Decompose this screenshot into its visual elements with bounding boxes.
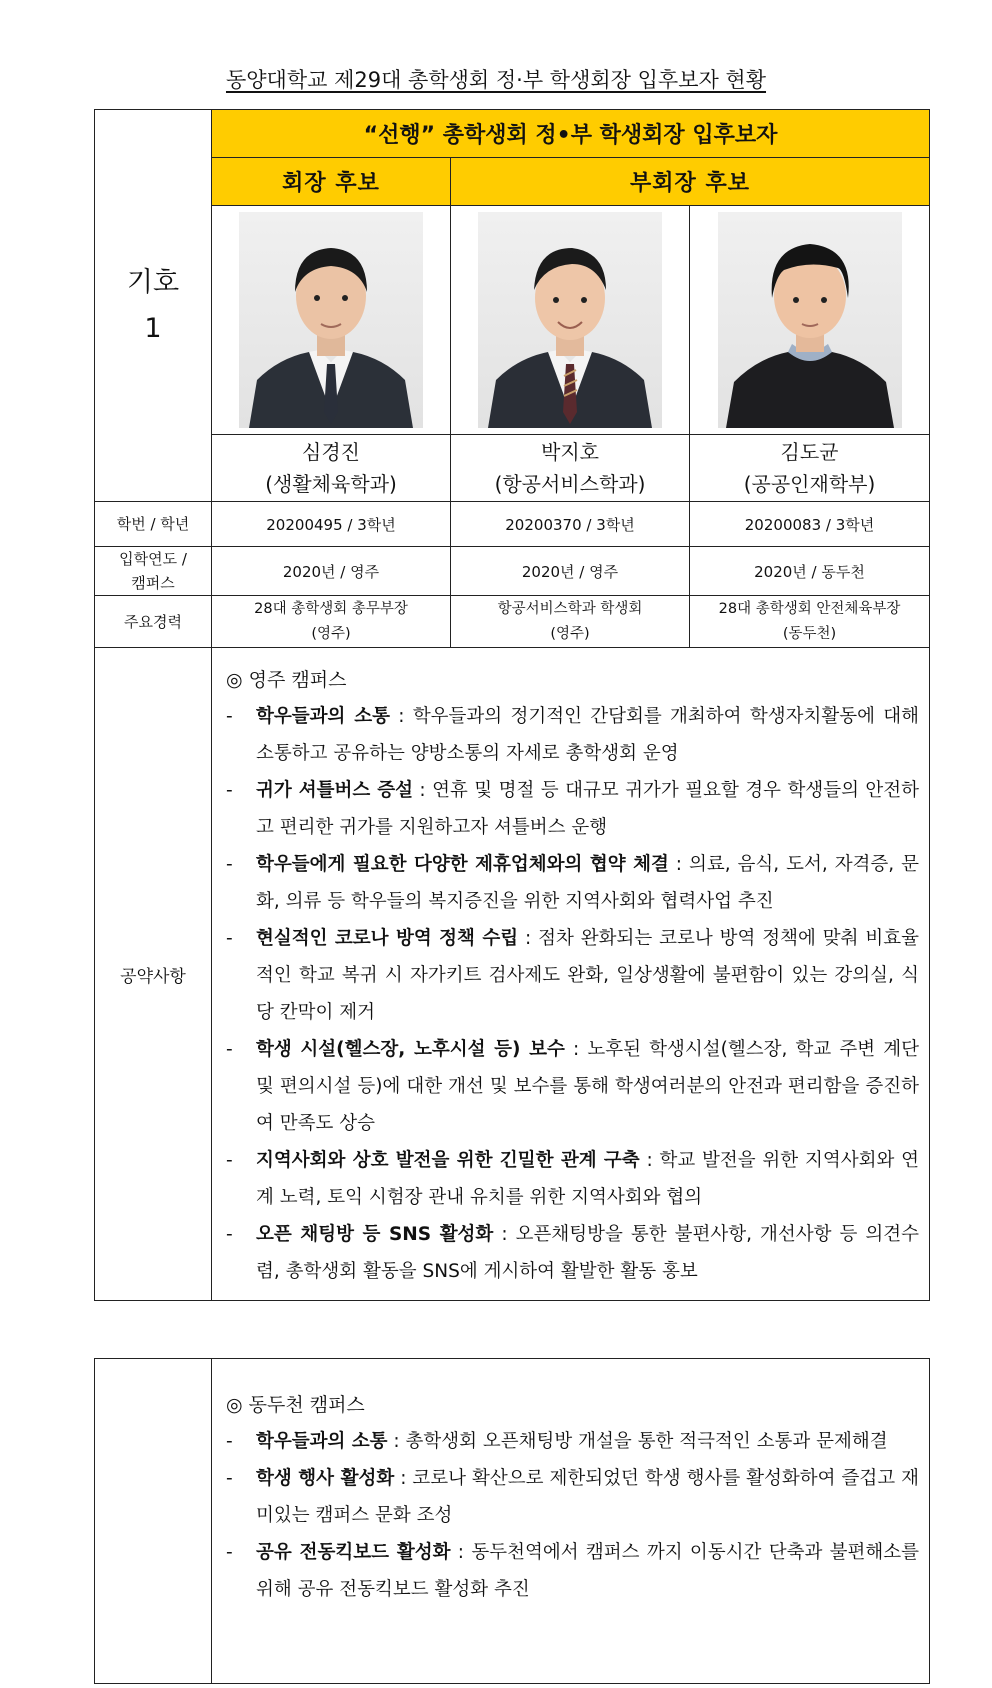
pledge-bullet: -	[226, 854, 233, 875]
pledge-table-continued	[94, 1358, 930, 1684]
pledge-item-body: : 연휴 및 명절 등 대규모 귀가가 필요할 경우 학생들의 안전하고 편리한 귀가를 지원하고자 셔틀버스 운행	[256, 780, 919, 838]
pledge-section-title: ◎ 동두천 캠퍼스	[226, 1394, 365, 1416]
document-title	[0, 64, 992, 94]
candidate-id-grade: 20200083 / 3학년	[690, 502, 930, 547]
ticket-slogan: “선행” 총학생회 정•부 학생회장 입후보자	[212, 110, 930, 158]
career-line: (동두천)	[782, 625, 837, 642]
candidate-table	[94, 109, 930, 1301]
candidate-career	[690, 596, 930, 648]
pledge-item-head: 학생 시설(헬스장, 노후시설 등) 보수	[256, 1039, 565, 1060]
candidate-name: 심경진	[302, 440, 360, 464]
id-grade-label: 학번 / 학년	[95, 502, 212, 547]
pledge-bullet: -	[226, 928, 233, 949]
career-line: (영주)	[550, 625, 590, 642]
pledge-bullet: -	[226, 1039, 233, 1060]
pledge-item-body: : 노후된 학생시설(헬스장, 학교 주변 계단 및 편의시설 등)에 대한 개선 및 보수를 통해 학생여러분의 안전과 편리함을 증진하여 만족도 상승	[256, 1039, 919, 1134]
candidate-name: 박지호	[541, 440, 599, 464]
pledge-item-body: : 동두천역에서 캠퍼스 까지 이동시간 단축과 불편해소를 위해 공유 전동킥보드 활성화 추진	[256, 1542, 920, 1600]
candidate-photo-cell	[212, 206, 451, 435]
career-line: 28대 총학생회 안전체육부장	[718, 600, 901, 617]
pledge-item	[220, 698, 921, 772]
entry-label-line: 입학연도 /	[119, 550, 187, 568]
candidate-dept: (항공서비스학과)	[494, 472, 646, 496]
pledge-item	[220, 846, 921, 920]
pledge-label-empty	[95, 1359, 212, 1684]
candidate-name-cell	[212, 435, 451, 502]
candidate-career	[451, 596, 690, 648]
pledge-item-head: 공유 전동킥보드 활성화	[256, 1542, 451, 1563]
document-title-text: 동양대학교 제29대 총학생회 정·부 학생회장 입후보자 현황	[225, 68, 767, 92]
candidate-entry-campus: 2020년 / 영주	[212, 547, 451, 596]
president-header: 회장 후보	[212, 158, 451, 206]
pledge-item-head: 오픈 채팅방 등 SNS 활성화	[256, 1224, 494, 1245]
pledge-item-head: 귀가 셔틀버스 증설	[256, 780, 413, 801]
pledge-bullet: -	[226, 1150, 233, 1171]
symbol-cell	[95, 110, 212, 502]
pledge-bullet: -	[226, 1431, 233, 1452]
pledge-item-body: : 학교 발전을 위한 지역사회와 연계 노력, 토익 시험장 관내 유치를 위한 지역사회와 협의	[256, 1150, 919, 1208]
career-line: 28대 총학생회 총무부장	[254, 600, 408, 617]
pledge-item-body: : 학우들과의 정기적인 간담회를 개최하여 학생자치활동에 대해 소통하고 공유하는 양방소통의 자세로 총학생회 운영	[256, 706, 919, 764]
pledge-item-body: : 오픈채팅방을 통한 불편사항, 개선사항 등 의견수렴, 총학생회 활동을 SNS에 게시하여 활발한 활동 홍보	[256, 1224, 920, 1282]
pledge-item	[220, 1423, 921, 1460]
pledge-bullet: -	[226, 1224, 233, 1245]
pledge-item	[220, 1216, 921, 1290]
pledge-item-head: 학우들과의 소통	[256, 1431, 388, 1452]
pledge-item-head: 학우들과의 소통	[256, 706, 390, 727]
pledge-item-body: : 점차 완화되는 코로나 방역 정책에 맞춰 비효율적인 학교 복귀 시 자가키트 검사제도 완화, 일상생활에 불편함이 있는 강의실, 식당 칸막이 제거	[256, 928, 919, 1023]
candidate-career	[212, 596, 451, 648]
vice-header: 부회장 후보	[451, 158, 930, 206]
pledge-item-body: : 의료, 음식, 도서, 자격증, 문화, 의류 등 학우들의 복지증진을 위한 지역사회와 협력사업 추진	[256, 854, 920, 912]
pledge-bullet: -	[226, 1542, 233, 1563]
pledge-item-head: 학생 행사 활성화	[256, 1468, 395, 1489]
candidate-entry-campus: 2020년 / 동두천	[690, 547, 930, 596]
symbol-number: 1	[144, 312, 162, 344]
pledge-item	[220, 772, 921, 846]
candidate-entry-campus: 2020년 / 영주	[451, 547, 690, 596]
pledge-item	[220, 920, 921, 1031]
candidate-id-grade: 20200370 / 3학년	[451, 502, 690, 547]
candidate-photo-cell	[451, 206, 690, 435]
candidate-id-grade: 20200495 / 3학년	[212, 502, 451, 547]
career-label: 주요경력	[95, 596, 212, 648]
pledge-label: 공약사항	[95, 648, 212, 1301]
pledge-dongducheon	[212, 1359, 930, 1684]
pledge-item	[220, 1142, 921, 1216]
pledge-bullet: -	[226, 1468, 233, 1489]
pledge-bullet: -	[226, 780, 233, 801]
pledge-list	[220, 1423, 921, 1608]
candidate-name-cell	[690, 435, 930, 502]
candidate-photo-cell	[690, 206, 930, 435]
pledge-item	[220, 1460, 921, 1534]
candidate-portrait-icon	[718, 212, 902, 428]
candidate-dept: (생활체육학과)	[265, 472, 397, 496]
candidate-dept: (공공인재학부)	[743, 472, 876, 496]
pledge-item-body: : 코로나 확산으로 제한되었던 학생 행사를 활성화하여 즐겁고 재미있는 캠퍼스 문화 조성	[256, 1468, 919, 1526]
pledge-item-body: : 총학생회 오픈채팅방 개설을 통한 적극적인 소통과 문제해결	[387, 1431, 888, 1452]
candidate-portrait-icon	[478, 212, 662, 428]
pledge-item	[220, 1534, 921, 1608]
pledge-list	[220, 698, 921, 1290]
pledge-section-title: ◎ 영주 캠퍼스	[226, 669, 347, 691]
pledge-item-head: 학우들에게 필요한 다양한 제휴업체와의 협약 체결	[256, 854, 669, 875]
career-line: 항공서비스학과 학생회	[497, 600, 643, 617]
candidate-name-cell	[451, 435, 690, 502]
pledge-item-head: 지역사회와 상호 발전을 위한 긴밀한 관계 구축	[256, 1150, 640, 1171]
symbol-label: 기호	[126, 266, 180, 298]
pledge-item	[220, 1031, 921, 1142]
pledge-yeongju	[212, 648, 930, 1301]
entry-label-line: 캠퍼스	[131, 574, 175, 592]
pledge-bullet: -	[226, 706, 233, 727]
candidate-name: 김도균	[780, 440, 839, 464]
candidate-portrait-icon	[239, 212, 423, 428]
career-line: (영주)	[311, 625, 351, 642]
pledge-item-head: 현실적인 코로나 방역 정책 수립	[256, 928, 519, 949]
entry-campus-label	[95, 547, 212, 596]
